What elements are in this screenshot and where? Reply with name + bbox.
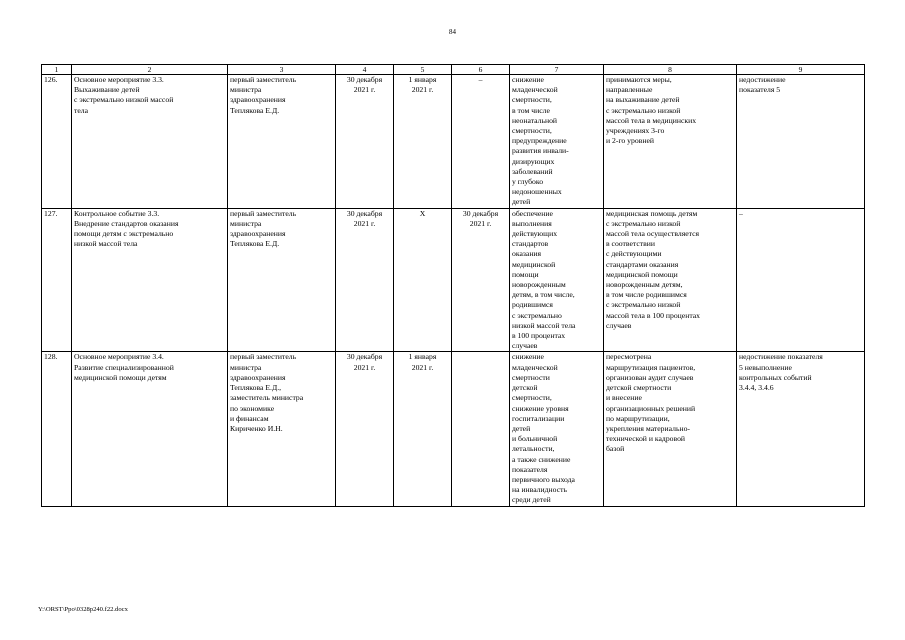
cell-line: 2021 г. [411,85,434,95]
cell-line: 1 января [408,75,437,84]
start-date-cell [336,352,394,506]
cell-line: технической и кадровой [606,434,686,444]
cell-line: в том числе родившимся [606,290,687,300]
plan-table [41,64,865,507]
cell-line: 30 декабря [462,208,499,218]
cell-line: базой [606,444,625,454]
cell-line: на выхаживание детей [606,95,680,105]
cell-line: снижение [512,352,544,362]
cell-line: обеспечение [512,208,553,218]
cell-line: 2021 г. [353,218,376,228]
cell-line: показателя [512,464,548,474]
cell-line: Развитие специализированной [74,362,174,372]
cell-line: министра [230,218,262,228]
page-number: 84 [449,28,456,36]
start-date-cell [336,75,394,209]
table-row [42,208,865,352]
cell-line: предупреждение [512,136,567,146]
cell-line: первый заместитель [230,208,297,218]
cell-line: контрольных событий [739,372,812,382]
cell-line: стандартов [512,239,549,249]
cell-line: с экстремально низкой [606,105,681,115]
cell-line: с экстремально низкой [606,300,681,310]
cell-line: массой тела осуществляется [606,229,700,239]
header-cell: 2 [72,65,228,75]
cell-line: Теплякова Е.Д., [230,383,282,393]
cell-line: и 2-го уровней [606,136,654,146]
cell-line: недостижение показателя [739,352,823,362]
cell-line: организован аудит случаев [606,372,694,382]
cell-line: с экстремально [512,310,562,320]
cell-line: выполнения [512,218,552,228]
cell-line: госпитализации [512,413,565,423]
cell-line: Теплякова Е.Д. [230,105,280,115]
cell-line: Основное мероприятие 3.3. [74,75,164,84]
cell-line: Основное мероприятие 3.4. [74,352,164,362]
responsible-cell [228,75,336,209]
cell-line: дизирующих [512,156,555,166]
cell-line: принимаются меры, [606,75,672,84]
cell-line: пересмотрена [606,352,652,362]
cell-line: 2021 г. [469,218,492,228]
row-number-cell: 128. [42,352,72,506]
cell-line: новорожденным детям, [606,280,683,290]
header-cell: 8 [604,65,737,75]
cell-line: 30 декабря [346,208,383,218]
cell-line: стандартами оказания [606,259,679,269]
cell-line: маршрутизация пациентов, [606,362,696,372]
cell-line: и внесение [606,393,642,403]
cell-line: по маршрутизации, [606,413,670,423]
cell-line: массой тела в 100 процентах [606,310,701,320]
cell-line: заместитель министра [230,393,304,403]
cell-line: и больничной [512,434,558,444]
cell-line: среди детей [512,495,551,505]
cell-line: детской [512,383,538,393]
cell-line: снижение уровня [512,403,569,413]
header-row [42,65,865,75]
cell-line: массой тела в медицинских [606,115,697,125]
risk-cell [737,352,865,506]
cell-line: смертности [512,372,550,382]
cell-line: смертности, [512,126,552,136]
cell-line: – [739,208,743,218]
cell-line: направленные [606,85,653,95]
cell-line: помощи детям с экстремально [74,229,174,239]
result-cell [604,352,737,506]
header-cell: 3 [228,65,336,75]
cell-line: детской смертности [606,383,672,393]
cell-line: 2021 г. [353,85,376,95]
responsible-cell [228,352,336,506]
cell-line: Выхаживание детей [74,85,140,95]
cell-line: новорожденным [512,280,566,290]
cell-line: случаев [606,320,632,330]
cell-line: летальности, [512,444,555,454]
row-number-cell: 127. [42,208,72,352]
cell-line: здравоохранения [230,372,286,382]
header-cell: 5 [394,65,452,75]
cell-line: снижение [512,75,544,84]
cell-line: младенческой [512,362,558,372]
cell-line: заболеваний [512,166,553,176]
cell-line: Кириченко И.Н. [230,423,283,433]
cell-line: министра [230,85,262,95]
event-name-cell [72,352,228,506]
cell-line: по экономике [230,403,275,413]
cell-line: недостижение [739,75,786,84]
cell-line: у глубоко [512,177,544,187]
cell-line: Теплякова Е.Д. [230,239,280,249]
cell-line: учреждениях 3-го [606,126,665,136]
control-date-cell [452,75,510,209]
header-cell: 1 [42,65,72,75]
header-cell: 6 [452,65,510,75]
header-cell: 9 [737,65,865,75]
expected-effect-cell [510,208,604,352]
cell-line: смертности, [512,393,552,403]
cell-line: детям, в том числе, [512,290,575,300]
result-cell [604,75,737,209]
cell-line: низкой массой тела [512,320,576,330]
cell-line: 5 невыполнение [739,362,792,372]
cell-line: здравоохранения [230,95,286,105]
file-path-footer: Y:\ORST\Ppo\0328p240.f22.docx [38,606,128,613]
cell-line: родившимся [512,300,553,310]
cell-line: действующих [512,229,558,239]
cell-line: – [478,75,483,84]
cell-line: Контрольное событие 3.3. [74,208,160,218]
cell-line: тела [74,105,89,115]
result-cell [604,208,737,352]
cell-line: на инвалидность [512,485,567,495]
cell-line: 2021 г. [353,362,376,372]
cell-line: показателя 5 [739,85,781,95]
expected-effect-cell [510,352,604,506]
cell-line: первый заместитель [230,352,297,362]
cell-line: детей [512,197,531,207]
end-date-cell [394,352,452,506]
cell-line: с действующими [606,249,662,259]
cell-line: 3.4.4, 3.4.6 [739,383,774,393]
cell-line: 30 декабря [346,75,383,84]
cell-line: младенческой [512,85,558,95]
cell-line: первичного выхода [512,474,575,484]
cell-line: Х [419,208,426,218]
header-cell: 4 [336,65,394,75]
cell-line: с экстремально низкой массой [74,95,174,105]
cell-line: медицинской помощи детям [74,372,167,382]
cell-line: в 100 процентах [512,331,566,341]
cell-line: детей [512,423,531,433]
cell-line: 1 января [408,352,437,362]
cell-line: недоношенных [512,187,562,197]
control-date-cell [452,208,510,352]
cell-line: здравоохранения [230,229,286,239]
cell-line: медицинской помощи [606,269,678,279]
table-row [42,75,865,209]
cell-line: в соответствии [606,239,655,249]
cell-line: помощи [512,269,539,279]
responsible-cell [228,208,336,352]
cell-line: 30 декабря [346,352,383,362]
end-date-cell [394,75,452,209]
row-number-cell: 126. [42,75,72,209]
cell-line: случаев [512,341,538,351]
header-cell: 7 [510,65,604,75]
cell-line: медицинской [512,259,556,269]
cell-line: медицинская помощь детям [606,208,698,218]
event-name-cell [72,75,228,209]
cell-line: и финансам [230,413,269,423]
cell-line: 2021 г. [411,362,434,372]
cell-line: в том числе [512,105,550,115]
cell-line: укрепления материально- [606,423,690,433]
cell-line: организационных решений [606,403,696,413]
cell-line: развития инвали- [512,146,569,156]
cell-line: оказания [512,249,542,259]
start-date-cell [336,208,394,352]
cell-line: низкой массой тела [74,239,138,249]
cell-line: с экстремально низкой [606,218,681,228]
cell-line: Внедрение стандартов оказания [74,218,179,228]
event-name-cell [72,208,228,352]
cell-line: смертности, [512,95,552,105]
cell-line: министра [230,362,262,372]
cell-line: неонатальной [512,115,558,125]
risk-cell [737,208,865,352]
end-date-cell [394,208,452,352]
risk-cell [737,75,865,209]
cell-line: а также снижение [512,454,571,464]
control-date-cell [452,352,510,506]
table-row [42,352,865,506]
expected-effect-cell [510,75,604,209]
cell-line: первый заместитель [230,75,297,84]
